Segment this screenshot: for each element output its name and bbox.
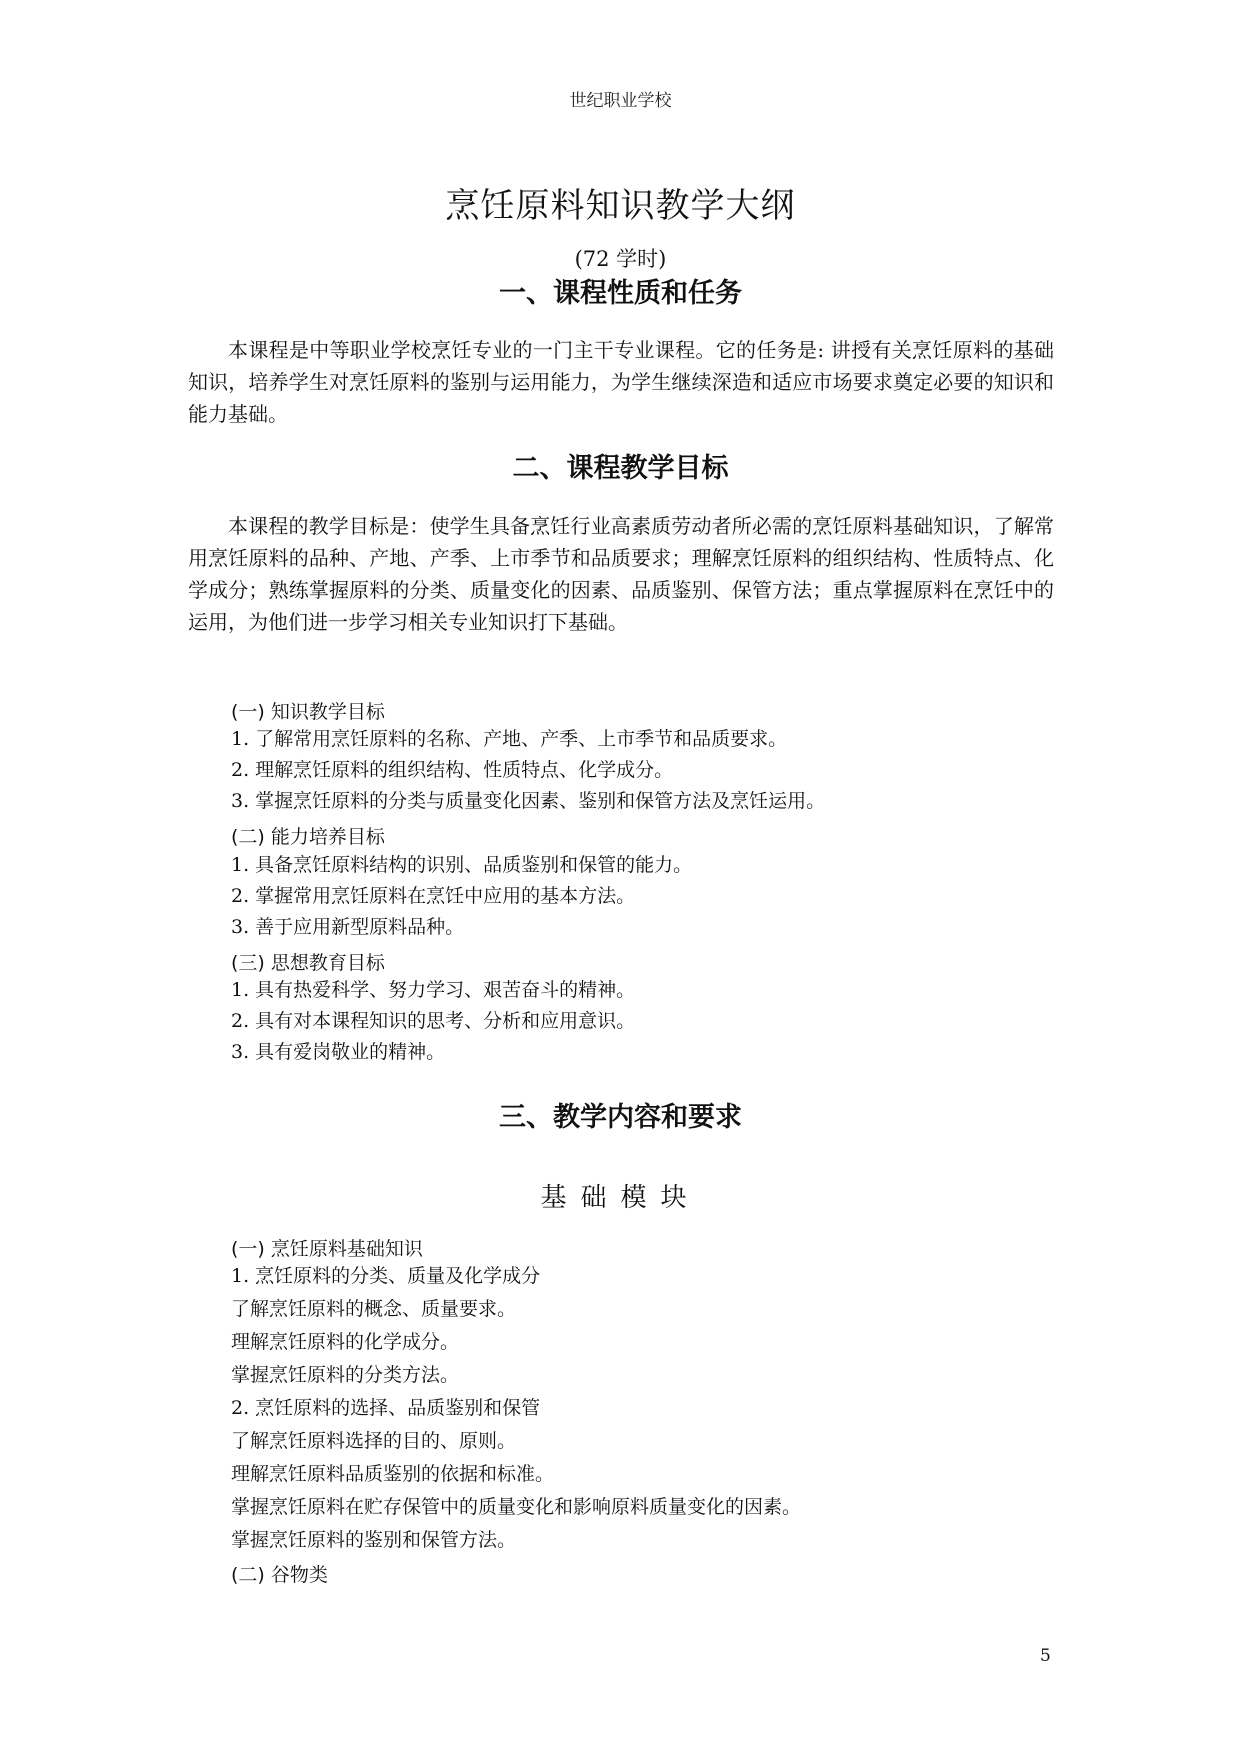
- knowledge-goal-item: 2. 理解烹饪原料的组织结构、性质特点、化学成分。: [231, 759, 674, 781]
- document-title: 烹饪原料知识教学大纲: [445, 186, 796, 226]
- module-title: 基础模块: [540, 1183, 701, 1213]
- content-line: 2. 烹饪原料的选择、品质鉴别和保管: [231, 1397, 541, 1419]
- ability-goal-item: 3. 善于应用新型原料品种。: [231, 916, 465, 938]
- content-line: 掌握烹饪原料的分类方法。: [231, 1364, 460, 1386]
- section-3-heading: 三、教学内容和要求: [499, 1102, 742, 1133]
- ability-goal-item: 2. 掌握常用烹饪原料在烹饪中应用的基本方法。: [231, 885, 636, 907]
- content-line: 掌握烹饪原料在贮存保管中的质量变化和影响原料质量变化的因素。: [231, 1496, 802, 1518]
- content-line: 1. 烹饪原料的分类、质量及化学成分: [231, 1265, 541, 1287]
- section-2-paragraph: 本课程的教学目标是：使学生具备烹饪行业高素质劳动者所必需的烹饪原料基础知识，了解常用烹饪原料的品种、产地、产季、上市季节和品质要求；理解烹饪原料的组织结构、性质特点、化学成分；熟练掌握原料的分类、质量变化的因素、品质鉴别、保管方法；重点掌握原料在烹饪中的运用，为他们进一步学习相关专业知识打下基础。: [188, 514, 1054, 634]
- content-line: 了解烹饪原料的概念、质量要求。: [231, 1298, 517, 1320]
- running-header-school: 世纪职业学校: [569, 91, 672, 111]
- ability-goal-item: 1. 具备烹饪原料结构的识别、品质鉴别和保管的能力。: [231, 854, 693, 876]
- knowledge-goals-heading: (一) 知识教学目标: [231, 701, 385, 723]
- page-number: 5: [1040, 1646, 1051, 1666]
- knowledge-goal-item: 3. 掌握烹饪原料的分类与质量变化因素、鉴别和保管方法及烹饪运用。: [231, 790, 826, 812]
- unit-1-heading: (一) 烹饪原料基础知识: [231, 1238, 423, 1260]
- ideology-goal-item: 2. 具有对本课程知识的思考、分析和应用意识。: [231, 1010, 636, 1032]
- section-1-heading: 一、课程性质和任务: [499, 278, 742, 309]
- course-hours: (72 学时): [574, 247, 667, 271]
- content-line: 掌握烹饪原料的鉴别和保管方法。: [231, 1529, 517, 1551]
- knowledge-goal-item: 1. 了解常用烹饪原料的名称、产地、产季、上市季节和品质要求。: [231, 728, 788, 750]
- content-line: 理解烹饪原料品质鉴别的依据和标准。: [231, 1463, 555, 1485]
- content-line: 理解烹饪原料的化学成分。: [231, 1331, 460, 1353]
- unit-2-heading: (二) 谷物类: [231, 1564, 328, 1586]
- ideology-goal-item: 1. 具有热爱科学、努力学习、艰苦奋斗的精神。: [231, 979, 636, 1001]
- content-line: 了解烹饪原料选择的目的、原则。: [231, 1430, 517, 1452]
- ability-goals-heading: (二) 能力培养目标: [231, 826, 385, 848]
- section-2-heading: 二、课程教学目标: [512, 453, 729, 484]
- ideology-goals-heading: (三) 思想教育目标: [231, 952, 385, 974]
- section-1-paragraph: 本课程是中等职业学校烹饪专业的一门主干专业课程。它的任务是: 讲授有关烹饪原料的基础知识，培养学生对烹饪原料的鉴别与运用能力，为学生继续深造和适应市场要求奠定必要的知识和能力基础。: [188, 338, 1054, 426]
- ideology-goal-item: 3. 具有爱岗敬业的精神。: [231, 1041, 446, 1063]
